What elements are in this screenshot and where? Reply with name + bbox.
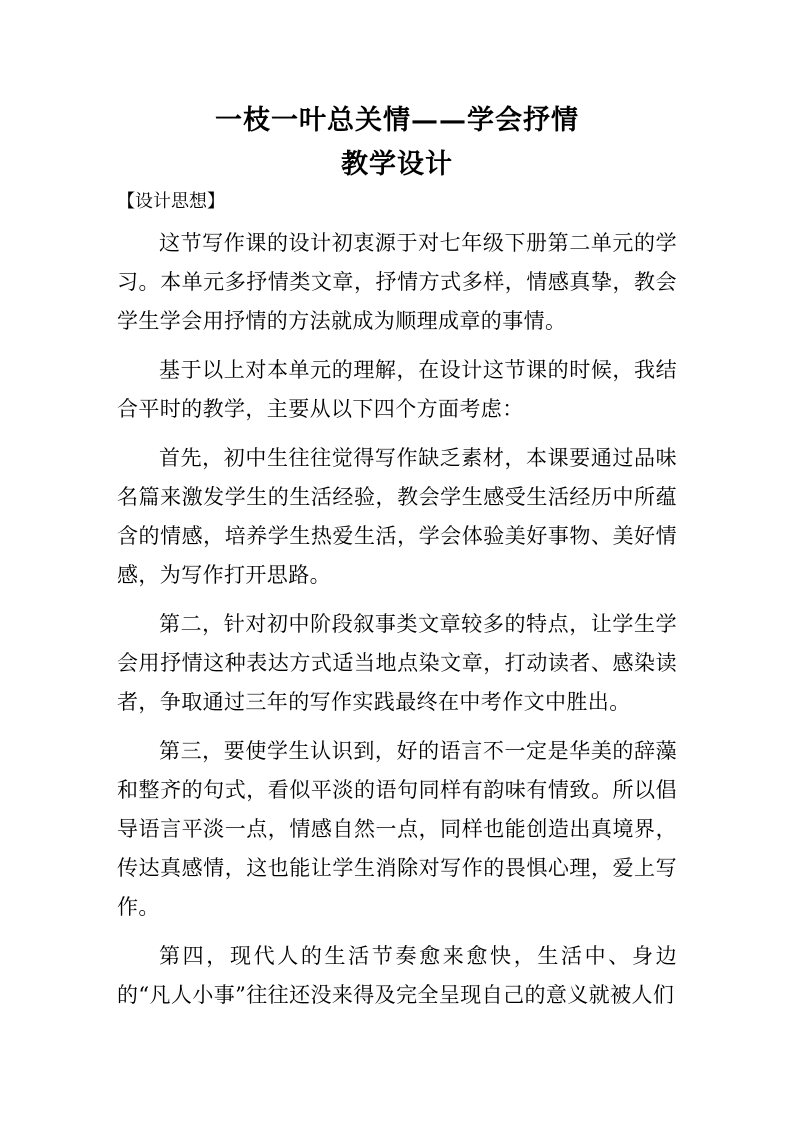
paragraph: 第四，现代人的生活节奏愈来愈快，生活中、身边的“凡人小事”往往还没来得及完全呈现自己的意义就被人们 [117,944,677,1007]
section-heading: 【设计思想】 [117,191,225,212]
document-subtitle: 教学设计 [341,149,453,180]
paragraph: 这节写作课的设计初衷源于对七年级下册第二单元的学习。本单元多抒情类文章，抒情方式多样，情感真挚，教会学生学会用抒情的方法就成为顺理成章的事情。 [117,231,677,333]
paragraph: 第三，要使学生认识到，好的语言不一定是华美的辞藻和整齐的句式，看似平淡的语句同样有韵味有情致。所以倡导语言平淡一点，情感自然一点，同样也能创造出真境界，传达真感情，这也能让学生消除对写作的畏惧心理，爱上写作。 [117,739,677,919]
document-title: 一枝一叶总关情——学会抒情 [215,105,579,136]
paragraph: 首先，初中生往往觉得写作缺乏素材，本课要通过品味名篇来激发学生的生活经验，教会学生感受生活经历中所蕴含的情感，培养学生热爱生活，学会体验美好事物、美好情感，为写作打开思路。 [117,446,677,587]
document-body [117,224,677,1025]
paragraph: 第二，针对初中阶段叙事类文章较多的特点，让学生学会用抒情这种表达方式适当地点染文章，打动读者、感染读者，争取通过三年的写作实践最终在中考作文中胜出。 [117,612,677,714]
paragraph: 基于以上对本单元的理解，在设计这节课的时候，我结合平时的教学，主要从以下四个方面考虑： [117,358,677,421]
